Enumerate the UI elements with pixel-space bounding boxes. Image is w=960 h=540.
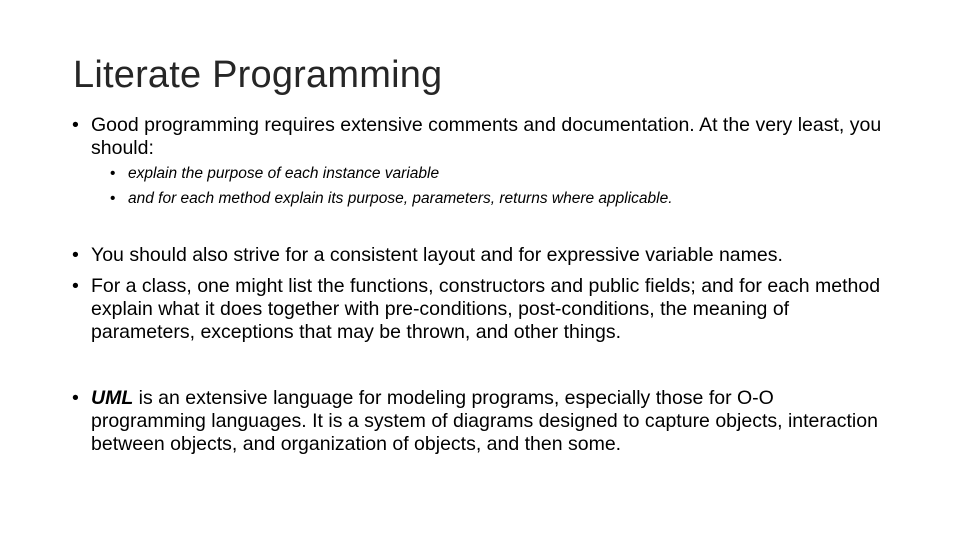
slide-title: Literate Programming (73, 54, 443, 96)
sub-bullet-method-explain (110, 186, 870, 211)
bullet-marker: • (72, 114, 79, 136)
bullet-consistent-layout (72, 244, 892, 267)
bullet-marker: • (72, 244, 79, 266)
bullet-text: You should also strive for a consistent layout and for expressive variable names. (91, 244, 783, 266)
uml-description: is an extensive language for modeling programs, especially those for O-O programming languages. It is a system of diagrams designed to capture objects, interaction between objects, and organization of objects, and then some. (91, 387, 878, 455)
sub-bullet-instance-variable (110, 161, 870, 186)
bullet-marker: • (72, 275, 79, 297)
bullet-text (91, 387, 892, 456)
bullet-text: Good programming requires extensive comments and documentation. At the very least, you should: (91, 114, 882, 159)
bullet-marker: • (72, 387, 79, 409)
bullet-class-documentation (72, 275, 892, 344)
bullet-uml (72, 387, 892, 456)
bullet-text: For a class, one might list the functions, constructors and public fields; and for each method explain what it does together with pre-conditions, post-conditions, the meaning of parameters, exceptions that may be thrown, and other things. (91, 275, 881, 343)
bullet-good-programming (72, 114, 892, 160)
uml-emphasis: UML (91, 387, 134, 409)
bullet-marker: • (110, 165, 116, 182)
bullet-marker: • (110, 190, 116, 207)
sub-bullet-text: and for each method explain its purpose, parameters, returns where applicable. (128, 190, 673, 207)
sub-bullet-text: explain the purpose of each instance variable (128, 165, 440, 182)
